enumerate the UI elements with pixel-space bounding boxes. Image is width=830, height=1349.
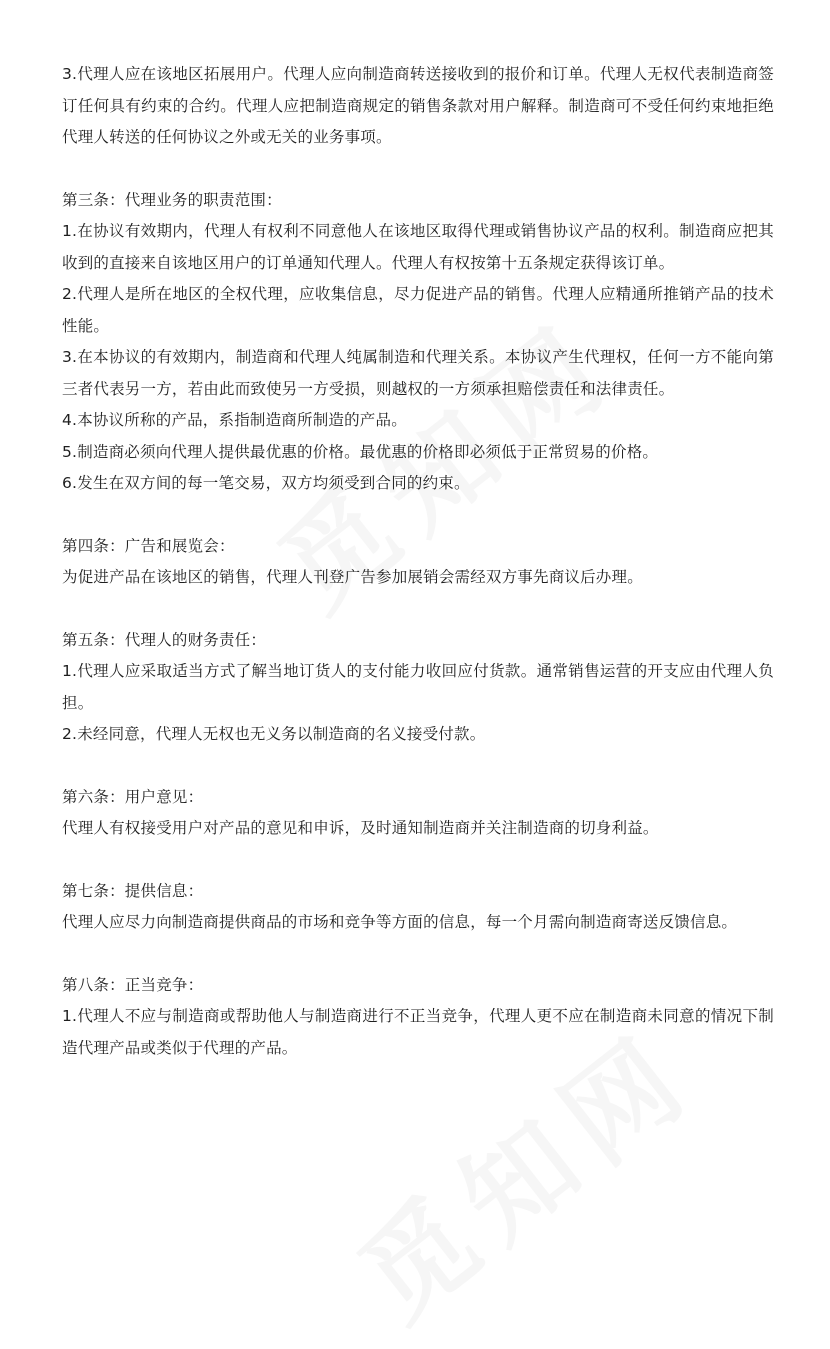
paragraph: 2.代理人是所在地区的全权代理，应收集信息，尽力促进产品的销售。代理人应精通所推销产品的技术性能。 [62, 285, 774, 335]
section-article-3 [62, 185, 774, 500]
section-heading: 第八条：正当竞争： [62, 975, 204, 994]
document-page [62, 59, 774, 1095]
paragraph: 为促进产品在该地区的销售，代理人刊登广告参加展销会需经双方事先商议后办理。 [62, 568, 643, 586]
paragraph: 代理人有权接受用户对产品的意见和申诉，及时通知制造商并关注制造商的切身利益。 [62, 819, 659, 837]
paragraph: 2.未经同意，代理人无权也无义务以制造商的名义接受付款。 [62, 725, 486, 743]
section-article-4 [62, 531, 774, 594]
section-article-2-continued [62, 59, 774, 154]
section-heading: 第六条：用户意见： [62, 787, 204, 806]
paragraph: 6.发生在双方间的每一笔交易，双方均须受到合同的约束。 [62, 474, 470, 492]
paragraph: 3.代理人应在该地区拓展用户。代理人应向制造商转送接收到的报价和订单。代理人无权代表制造商签订任何具有约束的合约。代理人应把制造商规定的销售条款对用户解释。制造商可不受任何约束地拒绝代理人转送的任何协议之外或无关的业务事项。 [62, 65, 774, 146]
paragraph: 1.在协议有效期内，代理人有权利不同意他人在该地区取得代理或销售协议产品的权利。制造商应把其收到的直接来自该地区用户的订单通知代理人。代理人有权按第十五条规定获得该订单。 [62, 222, 774, 272]
section-heading: 第五条：代理人的财务责任： [62, 630, 267, 649]
section-heading: 第三条：代理业务的职责范围： [62, 190, 282, 209]
section-heading: 第七条：提供信息： [62, 881, 204, 900]
section-article-8 [62, 970, 774, 1065]
paragraph: 1.代理人不应与制造商或帮助他人与制造商进行不正当竞争，代理人更不应在制造商未同意的情况下制造代理产品或类似于代理的产品。 [62, 1007, 774, 1057]
section-article-7 [62, 876, 774, 939]
paragraph: 4.本协议所称的产品，系指制造商所制造的产品。 [62, 411, 407, 429]
paragraph: 3.在本协议的有效期内，制造商和代理人纯属制造和代理关系。本协议产生代理权，任何一方不能向第三者代表另一方，若由此而致使另一方受损，则越权的一方须承担赔偿责任和法律责任。 [62, 348, 774, 398]
section-heading: 第四条：广告和展览会： [62, 536, 235, 555]
section-article-6 [62, 782, 774, 845]
paragraph: 5.制造商必须向代理人提供最优惠的价格。最优惠的价格即必须低于正常贸易的价格。 [62, 442, 659, 461]
paragraph: 代理人应尽力向制造商提供商品的市场和竞争等方面的信息，每一个月需向制造商寄送反馈信息。 [62, 913, 738, 931]
section-article-5 [62, 625, 774, 751]
paragraph: 1.代理人应采取适当方式了解当地订货人的支付能力收回应付货款。通常销售运营的开支应由代理人负担。 [62, 662, 774, 712]
